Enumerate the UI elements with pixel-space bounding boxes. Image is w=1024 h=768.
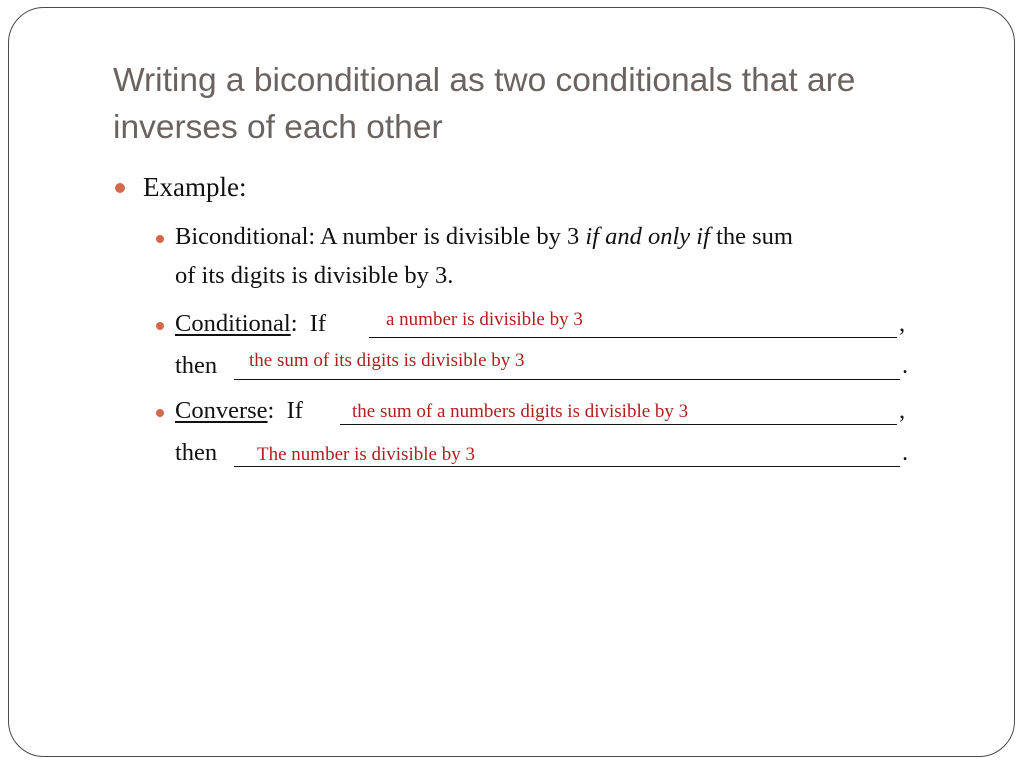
conditional-label: Conditional [175, 310, 291, 337]
converse-line-1 [175, 397, 303, 425]
bullet-icon [156, 322, 164, 330]
slide-title: Writing a biconditional as two conditionals that are inverses of each other [113, 62, 856, 146]
converse-if-blank [340, 424, 897, 425]
bullet-icon [156, 235, 164, 243]
conditional-then-blank [234, 379, 900, 380]
conditional-period: . [902, 352, 909, 379]
converse-then-blank [234, 466, 900, 467]
conditional-comma: , [899, 310, 906, 337]
converse-comma: , [899, 397, 906, 424]
conditional-if-answer: a number is divisible by 3 [386, 309, 583, 330]
conditional-if: : If [290, 310, 327, 337]
biconditional-text-before: A number is divisible by 3 [319, 223, 580, 250]
biconditional-text-after: the sum [716, 223, 793, 250]
converse-label: Converse [175, 397, 268, 424]
conditional-then-answer: the sum of its digits is divisible by 3 [249, 350, 525, 371]
biconditional-label: Biconditional: [175, 223, 316, 250]
conditional-line-1 [175, 310, 326, 338]
conditional-then: then [175, 352, 218, 379]
bullet-icon [115, 183, 125, 193]
converse-then-answer: The number is divisible by 3 [257, 444, 475, 465]
bullet-icon [156, 409, 164, 417]
converse-period: . [902, 439, 909, 466]
biconditional-italic: if and only if [585, 223, 710, 250]
example-label: Example: [143, 172, 247, 202]
biconditional-line-2: of its digits is divisible by 3. [175, 262, 454, 289]
biconditional-line-1 [175, 223, 793, 251]
converse-then: then [175, 439, 218, 466]
converse-if: : If [267, 397, 303, 424]
conditional-if-blank [369, 337, 897, 338]
converse-if-answer: the sum of a numbers digits is divisible by 3 [352, 401, 689, 422]
